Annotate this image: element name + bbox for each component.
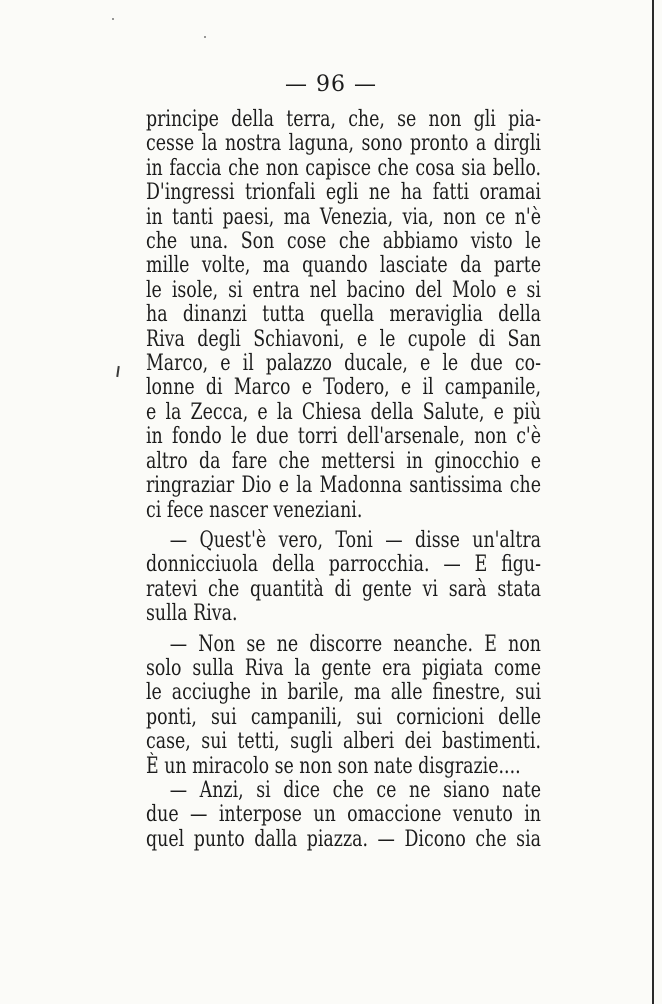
text-line: lonne di Marco e Todero, e il campanile, [146,375,541,401]
margin-mark [116,366,120,377]
text-line: donnicciuola della parrocchia. — E figu- [146,552,541,578]
paper-speck [204,36,206,38]
text-line: le isole, si entra nel bacino del Molo e si [146,277,541,303]
text-line: in fondo le due torri dell'arsenale, non c'è [146,424,541,450]
text-line: — Quest'è vero, Toni — disse un'altra [169,527,541,553]
text-line: D'ingressi trionfali egli ne ha fatti oramai [146,180,541,206]
text-line: principe della terra, che, se non gli pia- [146,107,541,132]
text-line: ringraziar Dio e la Madonna santissima che [146,473,541,499]
text-line: ratevi che quantità di gente vi sarà stata [146,576,541,602]
body-text [146,107,541,852]
text-line: case, sui tetti, sugli alberi dei bastimenti. [146,729,541,755]
text-line: che una. Son cose che abbiamo visto le [146,229,541,255]
text-line: ponti, sui campanili, sui cornicioni delle [146,704,541,730]
text-line: due — interpose un omaccione venuto in [146,802,541,828]
paper-speck [112,18,114,20]
text-line: le acciughe in barile, ma alle finestre, sui [146,680,541,706]
text-line: — Non se ne discorre neanche. E non [169,631,541,657]
text-line: in tanti paesi, ma Venezia, via, non ce n'è [146,204,541,230]
text-line: quel punto dalla piazza. — Dicono che sia [146,826,541,852]
text-line: mille volte, ma quando lasciate da parte [146,253,541,279]
text-line: Marco, e il palazzo ducale, e le due co- [146,351,541,377]
text-line: cesse la nostra laguna, sono pronto a dirgli [146,131,541,157]
text-line: ha dinanzi tutta quella meraviglia della [146,302,541,328]
text-line: solo sulla Riva la gente era pigiata come [146,655,541,681]
text-line: e la Zecca, e la Chiesa della Salute, e più [146,399,541,425]
text-line: in faccia che non capisce che cosa sia bello. [146,155,541,181]
text-line: sulla Riva. [146,601,238,627]
page-edge-line [652,0,654,1004]
text-line: — Anzi, si dice che ce ne siano nate [169,777,541,803]
text-line: altro da fare che mettersi in ginocchio e [146,448,541,474]
text-line: È un miracolo se non son nate disgrazie.... [146,753,521,779]
text-line: ci fece nascer veneziani. [146,497,363,523]
text-line: Riva degli Schiavoni, e le cupole di San [146,326,541,352]
page-number: — 96 — [285,72,377,97]
